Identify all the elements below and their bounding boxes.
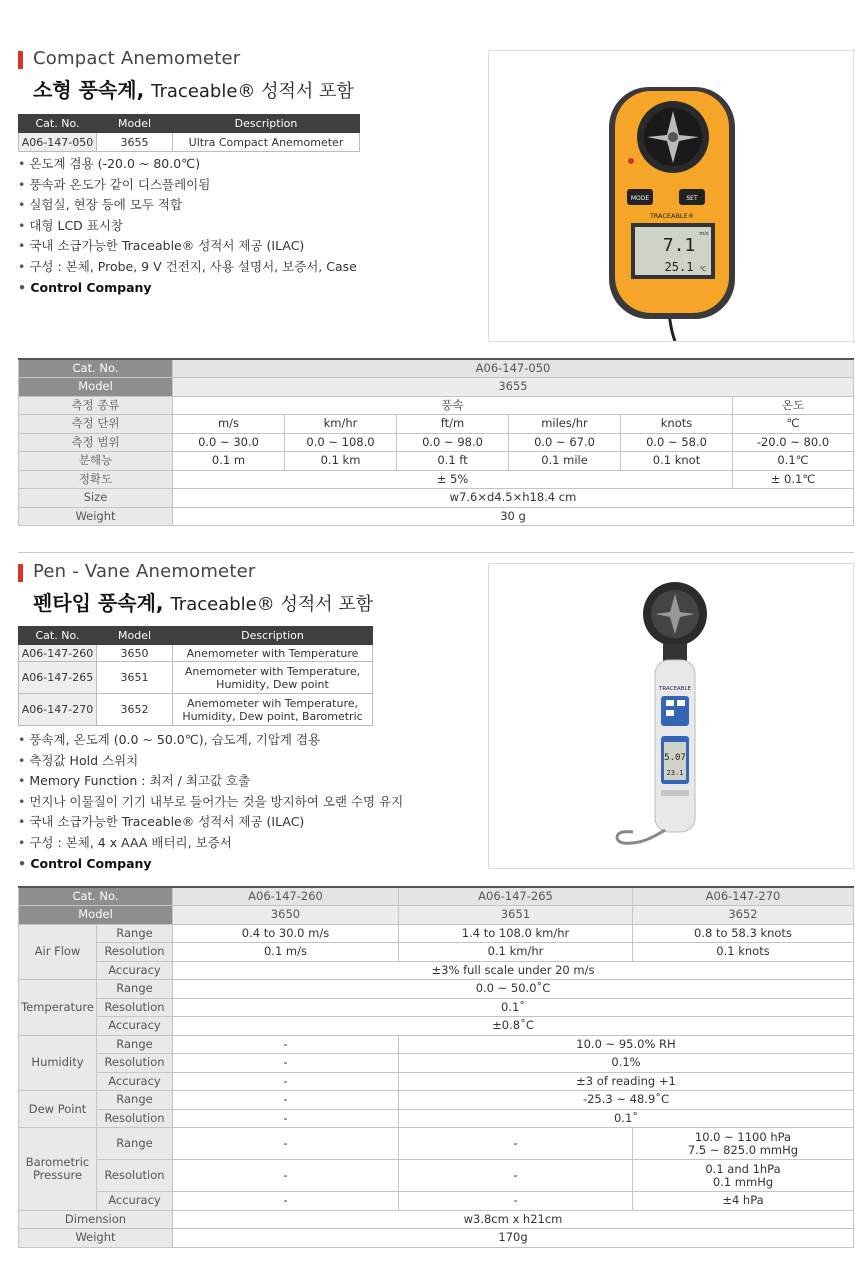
barometric-dash: - (399, 1128, 633, 1160)
dewpoint-dash: - (173, 1109, 399, 1128)
desc-line-1: Anemometer with Temperature, (184, 664, 361, 678)
unit-cell: m/s (173, 415, 285, 434)
label-accuracy: Accuracy (97, 1017, 173, 1036)
col-header-description: Description (173, 627, 373, 645)
barometric-label-2: Pressure (32, 1167, 83, 1182)
table-row (19, 1160, 854, 1192)
device-brand: TRACEABLE® (649, 212, 695, 220)
table-row (19, 924, 854, 943)
barometric-res-1: 0.1 and 1hPa (705, 1161, 781, 1176)
barometric-dash: - (399, 1160, 633, 1192)
feature-list (18, 154, 357, 298)
value-weight: 170g (173, 1229, 854, 1248)
mode-button-label: MODE (630, 195, 650, 202)
barometric-label-1: Barometric (25, 1154, 90, 1169)
label-resolution: Resolution (97, 943, 173, 962)
cell-description: Ultra Compact Anemometer (173, 133, 360, 152)
cat-cell: A06-147-260 (173, 887, 399, 906)
table-row (19, 887, 854, 906)
table-row (19, 1192, 854, 1211)
value-model: 3655 (173, 378, 854, 397)
group-dewpoint: Dew Point (19, 1091, 97, 1128)
table-row (19, 980, 854, 999)
table-row (19, 1035, 854, 1054)
cat-cell: A06-147-270 (633, 887, 854, 906)
lcd-unit: m/s (699, 231, 709, 237)
barometric-res-2: 0.1 mmHg (712, 1174, 774, 1189)
list-item: • 먼지나 이물질이 기기 내부로 들어가는 것을 방지하여 오랜 수명 유지 (18, 792, 403, 813)
col-header-cat: Cat. No. (19, 627, 97, 645)
spec-table-2 (18, 886, 854, 1248)
desc-line-1: Anemometer wih Temperature, (187, 696, 358, 710)
resolution-cell: 0.1 ft (397, 452, 509, 471)
label-range: Range (97, 1091, 173, 1110)
lcd-temp: 25.1 (664, 260, 694, 274)
title-accent-bar (18, 51, 23, 69)
table-row (19, 507, 854, 526)
resolution-cell: 0.1℃ (733, 452, 854, 471)
label-range: Range (97, 1035, 173, 1054)
resolution-cell: 0.1 m (173, 452, 285, 471)
temperature-resolution: 0.1˚ (173, 998, 854, 1017)
desc-line-2: Humidity, Dew point (216, 677, 329, 691)
value-weight: 30 g (173, 507, 854, 526)
table-row (19, 489, 854, 508)
cell-cat: A06-147-050 (19, 133, 97, 152)
airflow-resolution: 0.1 km/hr (399, 943, 633, 962)
model-cell: 3650 (173, 906, 399, 925)
table-row (19, 662, 373, 694)
label-accuracy: Accuracy (97, 1072, 173, 1091)
list-item: • 풍속과 온도가 같이 디스플레이됨 (18, 175, 357, 196)
resolution-cell: 0.1 knot (621, 452, 733, 471)
table-row (19, 906, 854, 925)
humidity-accuracy: ±3 of reading +1 (399, 1072, 854, 1091)
range-cell: 0.0 ~ 30.0 (173, 433, 285, 452)
table-row (19, 1072, 854, 1091)
table-row (19, 943, 854, 962)
list-item: • Control Company (18, 278, 357, 299)
table-row (19, 396, 854, 415)
list-item: • 대형 LCD 표시창 (18, 216, 357, 237)
pen-anemometer-illustration (489, 564, 853, 868)
cat-cell: A06-147-265 (399, 887, 633, 906)
list-item: • 풍속계, 온도계 (0.0 ~ 50.0℃), 습도계, 기압계 겸용 (18, 730, 403, 751)
humidity-dash: - (173, 1035, 399, 1054)
barometric-range-2: 7.5 ~ 825.0 mmHg (687, 1142, 799, 1157)
label-resolution: Resolution (97, 1054, 173, 1073)
resolution-cell: 0.1 km (285, 452, 397, 471)
anemometer-illustration (489, 51, 853, 341)
cell-cat: A06-147-270 (19, 694, 97, 726)
pen-lcd-main: 5.07 (664, 753, 686, 763)
barometric-range-1: 10.0 ~ 1100 hPa (694, 1129, 792, 1144)
title-traceable: Traceable® 성적서 포함 (151, 81, 354, 102)
lcd-temp-unit: ℃ (699, 266, 707, 273)
temperature-range: 0.0 ~ 50.0˚C (173, 980, 854, 999)
group-humidity: Humidity (19, 1035, 97, 1091)
section-title-en: Compact Anemometer (33, 48, 241, 69)
spec-table-1 (18, 358, 854, 526)
table-row (19, 1128, 854, 1160)
table-row (19, 1091, 854, 1110)
product-photo (488, 50, 854, 342)
table-row (19, 1109, 854, 1128)
table-row (19, 433, 854, 452)
value-cat: A06-147-050 (173, 359, 854, 378)
list-item: • 구성 : 본체, Probe, 9 V 건전지, 사용 설명서, 보증서, Case (18, 257, 357, 278)
label-size: Size (19, 489, 173, 508)
table-row (19, 133, 360, 152)
label-cat: Cat. No. (19, 887, 173, 906)
airflow-resolution: 0.1 m/s (173, 943, 399, 962)
label-resolution: 분해능 (19, 452, 173, 471)
temperature-accuracy: ±0.8˚C (173, 1017, 854, 1036)
list-item: • 온도계 겸용 (-20.0 ~ 80.0℃) (18, 154, 357, 175)
dewpoint-range: -25.3 ~ 48.9˚C (399, 1091, 854, 1110)
barometric-dash: - (173, 1160, 399, 1192)
label-resolution: Resolution (97, 1160, 173, 1192)
feature-list (18, 730, 403, 874)
airflow-range: 0.4 to 30.0 m/s (173, 924, 399, 943)
airflow-range: 1.4 to 108.0 km/hr (399, 924, 633, 943)
model-cell: 3652 (633, 906, 854, 925)
section-divider (18, 552, 854, 553)
section-title-en: Pen - Vane Anemometer (33, 561, 256, 582)
barometric-dash: - (399, 1192, 633, 1211)
label-range: Range (97, 1128, 173, 1160)
list-item: • 국내 소급가능한 Traceable® 성적서 제공 (ILAC) (18, 812, 403, 833)
table-row (19, 694, 373, 726)
col-header-model: Model (97, 627, 173, 645)
list-item: • 국내 소급가능한 Traceable® 성적서 제공 (ILAC) (18, 236, 357, 257)
section-title-ko (33, 74, 354, 103)
label-resolution: Resolution (97, 1109, 173, 1128)
label-range: Range (97, 980, 173, 999)
label-dimension: Dimension (19, 1210, 173, 1229)
range-cell: 0.0 ~ 108.0 (285, 433, 397, 452)
airflow-accuracy: ±3% full scale under 20 m/s (173, 961, 854, 980)
product-photo (488, 563, 854, 869)
label-range: Range (97, 924, 173, 943)
barometric-dash: - (173, 1192, 399, 1211)
title-traceable: Traceable® 성적서 포함 (170, 594, 374, 615)
product-table (18, 114, 360, 152)
list-item: • Control Company (18, 854, 403, 875)
cell-cat: A06-147-260 (19, 645, 97, 662)
cell-model: 3650 (97, 645, 173, 662)
label-weight: Weight (19, 1229, 173, 1248)
pen-lcd-sub: 23.1 (666, 769, 684, 777)
value-dimension: w3.8cm x h21cm (173, 1210, 854, 1229)
table-row (19, 1017, 854, 1036)
list-item: • 실험실, 현장 등에 모두 적합 (18, 195, 357, 216)
unit-cell: miles/hr (509, 415, 621, 434)
section-title-ko (33, 587, 373, 616)
humidity-resolution: 0.1% (399, 1054, 854, 1073)
value-type-wind: 풍속 (173, 396, 733, 415)
label-type: 측정 종류 (19, 396, 173, 415)
col-header-description: Description (173, 115, 360, 133)
group-barometric (19, 1128, 97, 1211)
table-row (19, 452, 854, 471)
table-row (19, 470, 854, 489)
label-accuracy: Accuracy (97, 1192, 173, 1211)
table-row (19, 359, 854, 378)
model-cell: 3651 (399, 906, 633, 925)
title-ko-main: 소형 풍속계, (33, 78, 145, 102)
pen-brand: TRACEABLE (658, 686, 692, 692)
cell-cat: A06-147-265 (19, 662, 97, 694)
cell-description (173, 694, 373, 726)
dewpoint-resolution: 0.1˚ (399, 1109, 854, 1128)
barometric-dash: - (173, 1128, 399, 1160)
cell-model: 3651 (97, 662, 173, 694)
label-model: Model (19, 378, 173, 397)
table-row (19, 998, 854, 1017)
range-cell: 0.0 ~ 58.0 (621, 433, 733, 452)
label-weight: Weight (19, 507, 173, 526)
label-resolution: Resolution (97, 998, 173, 1017)
cell-model: 3655 (97, 133, 173, 152)
value-acc-temp: ± 0.1℃ (733, 470, 854, 489)
cell-description (173, 662, 373, 694)
value-size: w7.6×d4.5×h18.4 cm (173, 489, 854, 508)
unit-cell: knots (621, 415, 733, 434)
range-cell: -20.0 ~ 80.0 (733, 433, 854, 452)
label-accuracy: Accuracy (97, 961, 173, 980)
title-ko-main: 펜타입 풍속계, (33, 591, 164, 615)
dewpoint-dash: - (173, 1091, 399, 1110)
cell-description: Anemometer with Temperature (173, 645, 373, 662)
range-cell: 0.0 ~ 98.0 (397, 433, 509, 452)
title-accent-bar (18, 564, 23, 582)
value-type-temp: 온도 (733, 396, 854, 415)
humidity-dash: - (173, 1054, 399, 1073)
table-row (19, 1054, 854, 1073)
resolution-cell: 0.1 mile (509, 452, 621, 471)
col-header-model: Model (97, 115, 173, 133)
unit-cell: km/hr (285, 415, 397, 434)
list-item: • Memory Function : 최저 / 최고값 호출 (18, 771, 403, 792)
set-button-label: SET (686, 195, 698, 202)
label-accuracy: 정확도 (19, 470, 173, 489)
table-row (19, 1210, 854, 1229)
table-row (19, 378, 854, 397)
humidity-dash: - (173, 1072, 399, 1091)
list-item: • 구성 : 본체, 4 x AAA 배터리, 보증서 (18, 833, 403, 854)
product-table (18, 626, 373, 726)
airflow-resolution: 0.1 knots (633, 943, 854, 962)
barometric-range (633, 1128, 854, 1160)
table-row (19, 645, 373, 662)
unit-cell: ft/m (397, 415, 509, 434)
group-airflow: Air Flow (19, 924, 97, 980)
label-unit: 측정 단위 (19, 415, 173, 434)
humidity-range: 10.0 ~ 95.0% RH (399, 1035, 854, 1054)
airflow-range: 0.8 to 58.3 knots (633, 924, 854, 943)
lcd-main: 7.1 (662, 235, 696, 256)
unit-cell: ℃ (733, 415, 854, 434)
label-cat: Cat. No. (19, 359, 173, 378)
barometric-accuracy: ±4 hPa (633, 1192, 854, 1211)
list-item: • 측정값 Hold 스위치 (18, 751, 403, 772)
table-row (19, 961, 854, 980)
range-cell: 0.0 ~ 67.0 (509, 433, 621, 452)
desc-line-2: Humidity, Dew point, Barometric (182, 709, 363, 723)
col-header-cat: Cat. No. (19, 115, 97, 133)
cell-model: 3652 (97, 694, 173, 726)
group-temperature: Temperature (19, 980, 97, 1036)
label-range: 측정 범위 (19, 433, 173, 452)
barometric-resolution (633, 1160, 854, 1192)
value-acc-wind: ± 5% (173, 470, 733, 489)
table-row (19, 1229, 854, 1248)
label-model: Model (19, 906, 173, 925)
table-row (19, 415, 854, 434)
